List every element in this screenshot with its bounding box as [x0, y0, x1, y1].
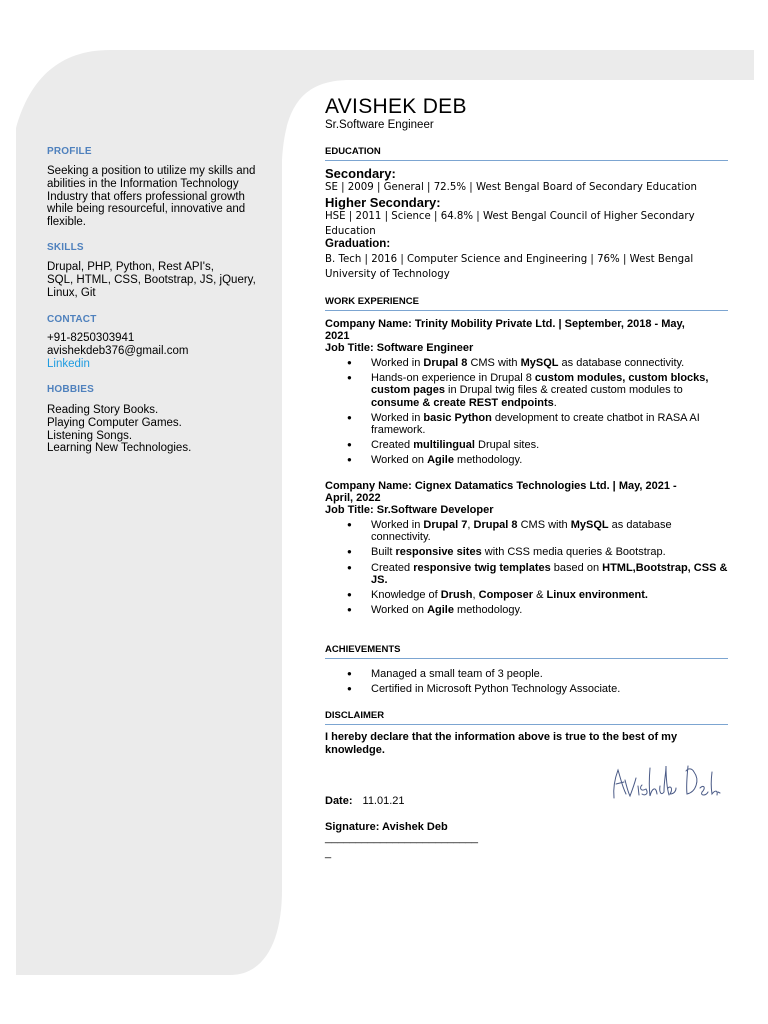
skills-text: Drupal, PHP, Python, Rest API's, SQL, HTML, CSS, Bootstrap, JS, jQuery, Linux, Git	[47, 261, 256, 299]
achievements-heading: ACHIEVEMENTS	[325, 644, 728, 659]
handwritten-signature	[608, 758, 723, 803]
job-1-bullets	[325, 357, 728, 467]
work-experience-heading: WORK EXPERIENCE	[325, 296, 728, 311]
list-item: ● Worked in Drupal 8 CMS with MySQL as database connectivity.	[325, 357, 728, 369]
secondary-label: Secondary:	[325, 166, 396, 181]
hobbies-text: Reading Story Books. Playing Computer Games. Listening Songs. Learning New Technologies.	[47, 404, 192, 455]
education-heading: EDUCATION	[325, 146, 728, 161]
higher-secondary-label: Higher Secondary:	[325, 195, 441, 210]
date-label: Date:	[325, 795, 353, 807]
graduation-label: Graduation:	[325, 238, 391, 250]
job-2-company: Company Name: Cignex Datamatics Technologies Ltd. | May, 2021 - April, 2022	[325, 480, 677, 504]
disclaimer-heading: DISCLAIMER	[325, 710, 728, 725]
list-item: ● Hands-on experience in Drupal 8 custom modules, custom blocks, custom pages in Drupal twig files & created custom modules to consume & create REST endpoints.	[325, 372, 728, 409]
linkedin-link[interactable]: Linkedin	[47, 357, 90, 370]
list-item: ● Created responsive twig templates based on HTML,Bootstrap, CSS & JS.	[325, 562, 728, 586]
contact-heading: CONTACT	[47, 314, 97, 325]
list-item: ● Built responsive sites with CSS media queries & Bootstrap.	[325, 546, 728, 558]
contact-block	[47, 332, 188, 370]
list-item: ● Certified in Microsoft Python Technology Associate.	[325, 683, 728, 695]
list-item: ● Worked in Drupal 7, Drupal 8 CMS with MySQL as database connectivity.	[325, 519, 728, 543]
profile-heading: PROFILE	[47, 146, 92, 157]
disclaimer-text: I hereby declare that the information above is true to the best of my knowledge.	[325, 731, 678, 756]
secondary-details: SE | 2009 | General | 72.5% | West Bengal Board of Secondary Education	[325, 182, 697, 193]
signature-line: _________________________	[325, 832, 478, 844]
job-2-bullets	[325, 519, 728, 616]
candidate-title: Sr.Software Engineer	[325, 119, 434, 131]
job-2	[325, 480, 728, 619]
skills-heading: SKILLS	[47, 242, 84, 253]
contact-email[interactable]: avishekdeb376@gmail.com	[47, 344, 189, 357]
signature-label: Signature: Avishek Deb	[325, 821, 448, 833]
candidate-name: AVISHEK DEB	[325, 95, 467, 118]
job-1	[325, 318, 728, 470]
date-value: 11.01.21	[362, 795, 405, 807]
job-2-title: Job Title: Sr.Software Developer	[325, 504, 494, 516]
signature-line-end: _	[325, 847, 332, 859]
list-item: ● Worked on Agile methodology.	[325, 604, 728, 616]
list-item: ● Worked on Agile methodology.	[325, 454, 728, 466]
achievements-list	[325, 668, 728, 698]
contact-phone: +91-8250303941	[47, 332, 135, 344]
higher-secondary-details: HSE | 2011 | Science | 64.8% | West Bengal Council of Higher Secondary Education	[325, 211, 695, 237]
job-1-title: Job Title: Software Engineer	[325, 342, 474, 354]
profile-text: Seeking a position to utilize my skills and abilities in the Information Technology Industry that offers professional growth while being resourceful, innovative and flexible.	[47, 165, 256, 229]
date-row	[325, 795, 405, 807]
hobbies-heading: HOBBIES	[47, 384, 94, 395]
graduation-details: B. Tech | 2016 | Computer Science and Engineering | 76% | West Bengal University of Technology	[325, 254, 694, 280]
list-item: ● Knowledge of Drush, Composer & Linux environment.	[325, 589, 728, 601]
list-item: ● Created multilingual Drupal sites.	[325, 439, 728, 451]
job-1-company: Company Name: Trinity Mobility Private Ltd. | September, 2018 - May, 2021	[325, 318, 685, 342]
list-item: ● Managed a small team of 3 people.	[325, 668, 728, 680]
list-item: ● Worked in basic Python development to create chatbot in RASA AI framework.	[325, 412, 728, 436]
